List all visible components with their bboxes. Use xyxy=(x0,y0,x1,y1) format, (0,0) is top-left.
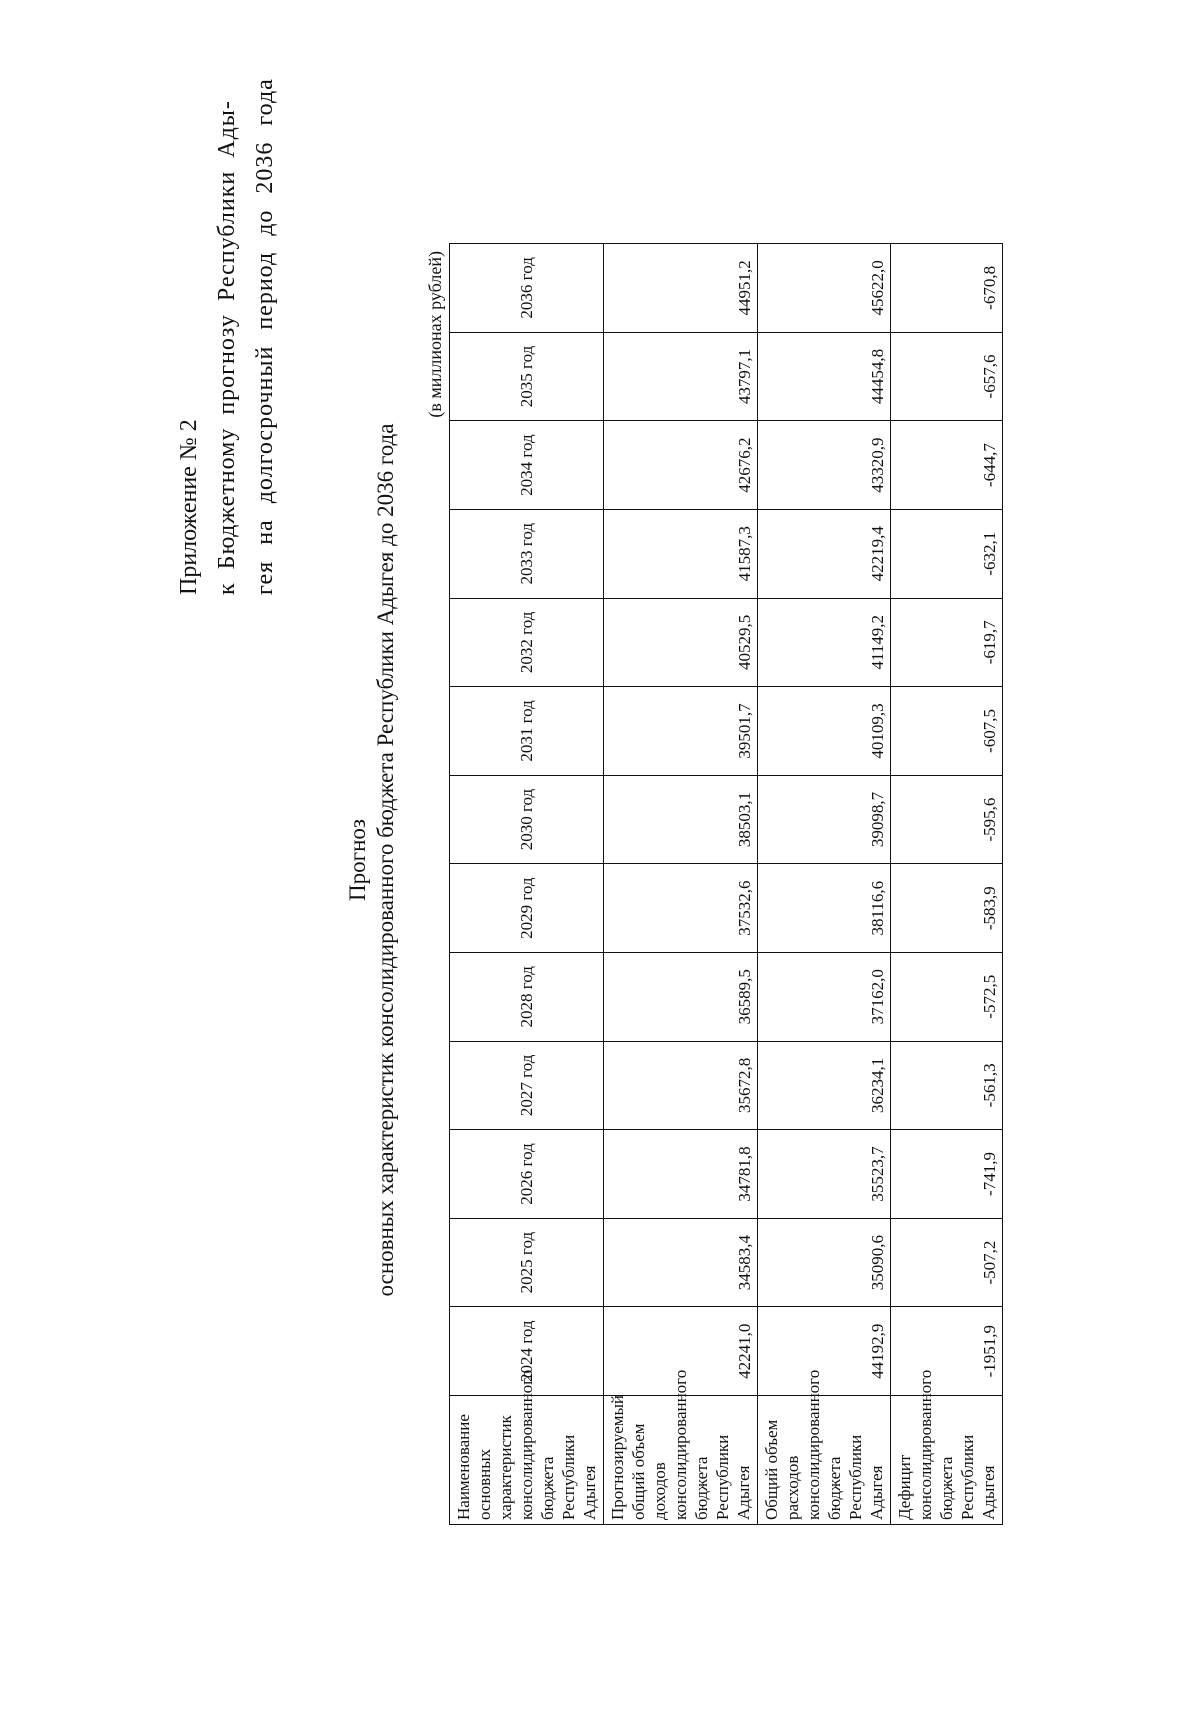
table-cell: 38503,1 xyxy=(604,775,758,864)
table-cell: -1951,9 xyxy=(891,1307,1003,1396)
table-cell: 37162,0 xyxy=(758,952,891,1041)
table-cell: -657,6 xyxy=(891,332,1003,421)
appendix-reference-line1: к Бюджетному прогнозу Республики Ады- xyxy=(214,100,240,595)
table-cell: -632,1 xyxy=(891,509,1003,598)
year-header: 2030 год xyxy=(450,775,604,864)
table-cell: 43320,9 xyxy=(758,421,891,510)
table-cell: -670,8 xyxy=(891,244,1003,333)
table-cell: 39501,7 xyxy=(604,687,758,776)
table-cell: 34781,8 xyxy=(604,1130,758,1219)
table-cell: 42241,0 xyxy=(604,1307,758,1396)
table-cell: 44192,9 xyxy=(758,1307,891,1396)
year-header: 2024 год xyxy=(450,1307,604,1396)
year-header: 2032 год xyxy=(450,598,604,687)
table-cell: 41149,2 xyxy=(758,598,891,687)
table-cell: 35672,8 xyxy=(604,1041,758,1130)
table-cell: -572,5 xyxy=(891,952,1003,1041)
row-label-deficit: Дефицит консолидированного бюджета Республики Адыгея xyxy=(891,1396,1003,1525)
document-title xyxy=(344,95,400,1625)
year-header: 2027 год xyxy=(450,1041,604,1130)
table-cell: 42676,2 xyxy=(604,421,758,510)
table-cell: -644,7 xyxy=(891,421,1003,510)
year-header: 2028 год xyxy=(450,952,604,1041)
appendix-reference-line2: гея на долгосрочный период до 2036 года xyxy=(252,78,278,595)
year-header: 2033 год xyxy=(450,509,604,598)
year-header: 2034 год xyxy=(450,421,604,510)
table-row-expenses xyxy=(758,244,891,1525)
appendix-header xyxy=(170,78,284,595)
table-cell: 42219,4 xyxy=(758,509,891,598)
title-line1: Прогноз xyxy=(345,819,370,901)
table-row-deficit xyxy=(891,244,1003,1525)
table-cell: 36589,5 xyxy=(604,952,758,1041)
row-label-expenses: Общий объем расходов консолидированного бюджета Республики Адыгея xyxy=(758,1396,891,1525)
table-cell: 35523,7 xyxy=(758,1130,891,1219)
table-cell: 38116,6 xyxy=(758,864,891,953)
table-cell: 34583,4 xyxy=(604,1218,758,1307)
row-label-revenue: Прогнозируемый общий объем доходов консолидированного бюджета Республики Адыгея xyxy=(604,1396,758,1525)
table-cell: 44454,8 xyxy=(758,332,891,421)
table-cell: -507,2 xyxy=(891,1218,1003,1307)
table-cell: 35090,6 xyxy=(758,1218,891,1307)
header-label-cell: Наименование основных характеристик консолидированного бюджета Республики Адыгея xyxy=(450,1396,604,1525)
table-cell: 39098,7 xyxy=(758,775,891,864)
table-header-row xyxy=(450,244,604,1525)
table-cell: 36234,1 xyxy=(758,1041,891,1130)
table-cell: 45622,0 xyxy=(758,244,891,333)
table-cell: 40109,3 xyxy=(758,687,891,776)
budget-forecast-table xyxy=(449,243,1003,1525)
table-cell: 37532,6 xyxy=(604,864,758,953)
table-cell: 44951,2 xyxy=(604,244,758,333)
table-cell: -619,7 xyxy=(891,598,1003,687)
table-cell: -607,5 xyxy=(891,687,1003,776)
title-line2: основных характеристик консолидированного бюджета Республики Адыгея до 2036 года xyxy=(373,423,398,1297)
table-cell: 43797,1 xyxy=(604,332,758,421)
rotated-landscape-content xyxy=(170,78,999,1625)
table-cell: -741,9 xyxy=(891,1130,1003,1219)
table-cell: -595,6 xyxy=(891,775,1003,864)
units-note: (в миллионах рублей) xyxy=(425,251,445,418)
appendix-number: Приложение № 2 xyxy=(176,419,202,595)
year-header: 2029 год xyxy=(450,864,604,953)
year-header: 2035 год xyxy=(450,332,604,421)
year-header: 2025 год xyxy=(450,1218,604,1307)
table-cell: 40529,5 xyxy=(604,598,758,687)
table-row-revenue xyxy=(604,244,758,1525)
year-header: 2036 год xyxy=(450,244,604,333)
table-cell: -561,3 xyxy=(891,1041,1003,1130)
table-cell: 41587,3 xyxy=(604,509,758,598)
year-header: 2026 год xyxy=(450,1130,604,1219)
table-cell: -583,9 xyxy=(891,864,1003,953)
year-header: 2031 год xyxy=(450,687,604,776)
